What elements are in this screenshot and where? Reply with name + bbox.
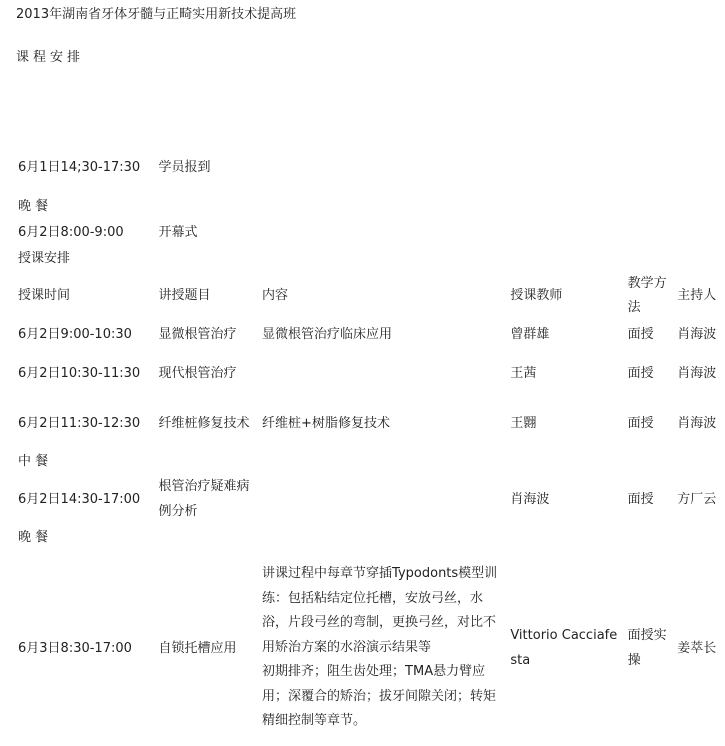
header-content: 内容 [262,288,289,303]
header-row [14,271,724,321]
time-cell: 6月1日14;30-17:30 [18,159,141,175]
topic-cell: 根管治疗疑难病例分析 [158,479,250,519]
time-cell: 6月2日11:30-12:30 [18,415,141,431]
header-topic: 讲授题目 [158,288,211,303]
topic-cell: 纤维桩修复技术 [158,415,250,431]
time-cell: 晚 餐 [18,529,49,545]
method-cell: 面授 [627,327,654,342]
teacher-cell: 王翾 [510,415,537,431]
host-cell: 肖海波 [677,415,717,431]
method-cell: 面授 [627,365,654,381]
table-row [14,398,724,448]
table-row [14,219,724,245]
page-title: 2013年湖南省牙体牙髓与正畸实用新技术提高班 [16,7,297,22]
time-cell: 6月3日8:30-17:00 [18,640,132,656]
header-method: 教学方法 [627,276,667,315]
content-paragraph: 初期排齐；阻生齿处理；TMA悬力臂应用；深覆合的矫治；拔牙间隙关闭；转矩精细控制等章节。 [262,664,497,729]
topic-cell: 学员报到 [158,159,211,175]
topic-cell: 自锁托槽应用 [158,640,237,656]
table-row [14,245,724,271]
teacher-cell: Vittorio Cacciafesta [510,628,618,668]
content-cell [258,348,506,398]
topic-cell: 开幕式 [158,224,198,240]
host-cell: 肖海波 [677,327,717,342]
time-cell: 6月2日14:30-17:00 [18,491,141,507]
table-row [14,141,724,193]
method-cell: 面授实操 [627,628,667,668]
time-cell: 6月2日10:30-11:30 [18,365,141,381]
content-cell [258,550,506,746]
content-paragraph: 讲课过程中每章节穿插Typodonts模型训练：包括粘结定位托槽，安放弓丝，水浴，片段弓丝的弯制，更换弓丝，对比不用矫治方案的水浴演示结果等 [262,566,498,655]
table-row [14,448,724,474]
teacher-cell: 肖海波 [510,491,550,507]
topic-cell [155,245,724,271]
method-cell: 面授 [627,415,654,431]
topic-cell: 现代根管治疗 [158,365,237,381]
time-cell: 授课安排 [18,250,71,266]
host-cell: 肖海波 [677,365,717,381]
table-row [14,348,724,398]
time-cell: 晚 餐 [18,198,49,214]
header-teacher: 授课教师 [510,288,563,303]
schedule-table [14,141,724,746]
table-row [14,474,724,524]
time-cell: 6月2日8:00-9:00 [18,224,124,240]
topic-cell [155,193,724,219]
table-row [14,550,724,746]
content-cell: 显微根管治疗临床应用 [262,327,393,342]
content-cell [258,474,506,524]
host-cell: 姜萃长 [677,640,717,656]
topic-cell: 显微根管治疗 [158,327,237,342]
table-row [14,524,724,550]
table-row [14,193,724,219]
section-title: 课程安排 [16,50,85,65]
method-cell: 面授 [627,491,654,507]
time-cell: 中 餐 [18,453,49,469]
host-cell: 方厂云 [677,491,717,507]
header-host: 主持人 [677,288,717,303]
teacher-cell: 王茜 [510,365,537,381]
content-cell: 纤维桩+树脂修复技术 [262,415,390,431]
teacher-cell: 曾群雄 [510,327,550,342]
table-row [14,321,724,348]
time-cell: 6月2日9:00-10:30 [18,327,132,342]
header-time: 授课时间 [18,288,71,303]
